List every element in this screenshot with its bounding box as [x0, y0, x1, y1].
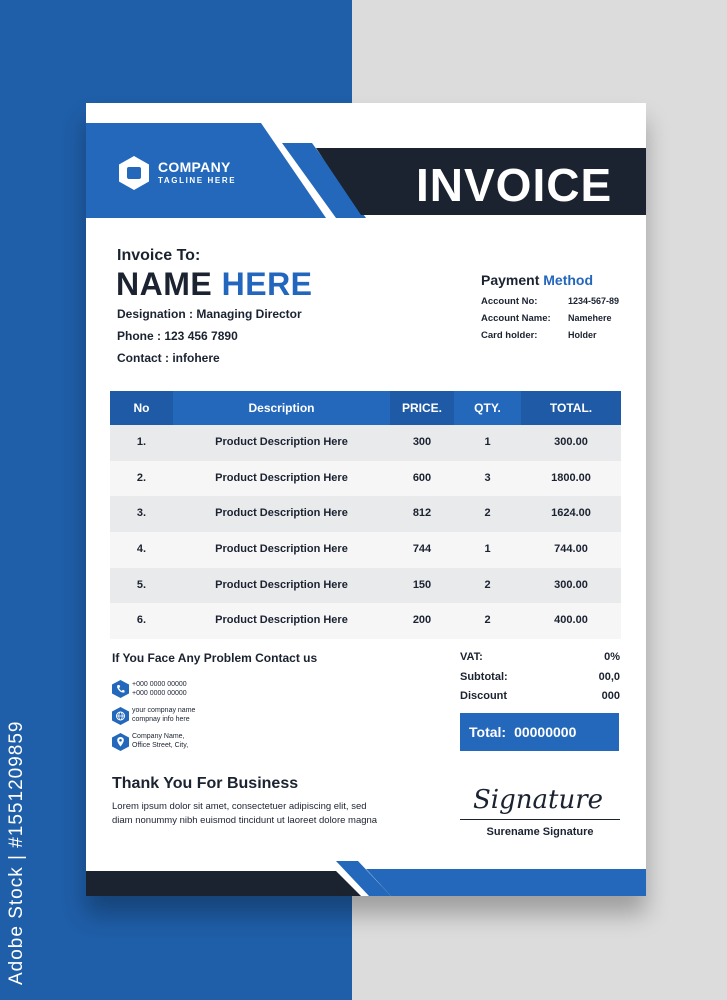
cell-no: 6.	[136, 614, 147, 627]
invoice-page	[86, 103, 646, 896]
table-header	[110, 391, 621, 425]
payment-label-account-name: Account Name:	[481, 313, 551, 324]
payment-label-account-no: Account No:	[481, 296, 538, 307]
company-name: COMPANY	[158, 159, 231, 175]
contact-web-2: compnay info here	[132, 716, 190, 723]
company-tagline: TAGLINE HERE	[158, 176, 237, 185]
client-phone: Phone : 123 456 7890	[117, 329, 238, 343]
client-contact: Contact : infohere	[117, 351, 220, 365]
table-row	[110, 496, 621, 532]
thank-you-title: Thank You For Business	[112, 775, 299, 792]
discount-value: 000	[601, 690, 620, 702]
cell-no: 2.	[136, 471, 147, 484]
payment-title-accent: Method	[543, 272, 594, 288]
cell-price: 150	[412, 578, 432, 591]
cell-qty: 2	[484, 578, 491, 591]
header-qty: QTY.	[474, 401, 501, 415]
payment-value-account-no: 1234-567-89	[568, 296, 620, 306]
phone-icon	[112, 680, 129, 698]
cell-no: 3.	[136, 507, 147, 520]
table-row	[110, 532, 621, 568]
total-label: Total:	[469, 724, 507, 740]
signature-line	[460, 819, 620, 820]
total-box	[460, 713, 619, 751]
cell-qty: 2	[484, 614, 491, 627]
cell-total: 1800.00	[551, 471, 591, 484]
contact-phone-1: +000 0000 00000	[132, 681, 187, 688]
cell-total: 744.00	[554, 543, 588, 556]
cell-description: Product Description Here	[215, 614, 348, 627]
vat-value: 0%	[604, 651, 620, 663]
items-table	[110, 391, 621, 639]
cell-price: 812	[412, 507, 432, 520]
payment-label-card-holder: Card holder:	[481, 330, 538, 341]
cell-total: 300.00	[554, 436, 588, 448]
cell-total: 1624.00	[551, 507, 591, 520]
cell-no: 5.	[136, 578, 147, 591]
cell-description: Product Description Here	[215, 578, 348, 591]
cell-price: 744	[412, 543, 432, 556]
client-designation: Designation : Managing Director	[117, 307, 302, 321]
cell-description: Product Description Here	[215, 507, 348, 520]
cell-no: 4.	[136, 543, 147, 556]
discount-label: Discount	[460, 690, 508, 702]
thank-you-body: Lorem ipsum dolor sit amet, consectetuer adipiscing elit, sed diam nonummy nibh euismod tincidunt ut laoreet dolore magna	[112, 801, 378, 826]
cell-no: 1.	[136, 436, 147, 448]
cell-qty: 3	[484, 471, 491, 484]
footer-graphic	[86, 861, 646, 896]
signature-name: Surename Signature	[486, 826, 594, 838]
signature-script: Signature	[473, 785, 604, 815]
total-value: 00000000	[514, 724, 577, 740]
table-row	[110, 425, 621, 461]
stock-id-label: Adobe Stock | #1551209859	[6, 720, 27, 985]
cell-description: Product Description Here	[215, 436, 348, 448]
payment-value-card-holder: Holder	[568, 330, 597, 340]
header-price: PRICE.	[401, 401, 442, 415]
cell-qty: 2	[484, 507, 491, 520]
cell-price: 600	[412, 471, 432, 484]
table-row	[110, 461, 621, 497]
cell-price: 300	[412, 436, 432, 448]
globe-icon	[112, 707, 129, 725]
contact-address-2: Office Street, City,	[132, 742, 189, 749]
table-row	[110, 568, 621, 604]
invoice-title: INVOICE	[416, 159, 613, 211]
cell-description: Product Description Here	[215, 471, 348, 484]
cell-qty: 1	[484, 436, 491, 448]
client-name-last: HERE	[221, 266, 313, 302]
contact-phone-2: +000 0000 00000	[132, 690, 187, 697]
client-name	[116, 266, 313, 303]
vat-label: VAT:	[460, 651, 483, 663]
subtotal-value: 00,0	[598, 671, 620, 683]
cell-qty: 1	[484, 543, 491, 556]
payment-method-title	[481, 272, 593, 288]
contact-address-1: Company Name,	[132, 733, 185, 740]
contact-web-1: your compnay name	[132, 707, 196, 714]
company-logo-icon	[116, 155, 152, 191]
subtotal-label: Subtotal:	[460, 671, 508, 683]
cell-description: Product Description Here	[215, 543, 348, 556]
contact-title: If You Face Any Problem Contact us	[112, 651, 318, 665]
client-name-first: NAME	[116, 266, 213, 302]
cell-price: 200	[412, 614, 432, 627]
table-row	[110, 603, 621, 639]
cell-total: 300.00	[554, 578, 588, 591]
invoice-to-label: Invoice To:	[117, 247, 201, 264]
cell-total: 400.00	[554, 614, 588, 627]
payment-title-prefix: Payment	[481, 272, 540, 288]
payment-value-account-name: Namehere	[568, 313, 612, 323]
header-description: Description	[248, 401, 315, 415]
header-no: No	[133, 401, 150, 415]
header-total: TOTAL.	[549, 401, 593, 415]
location-icon	[112, 733, 129, 751]
